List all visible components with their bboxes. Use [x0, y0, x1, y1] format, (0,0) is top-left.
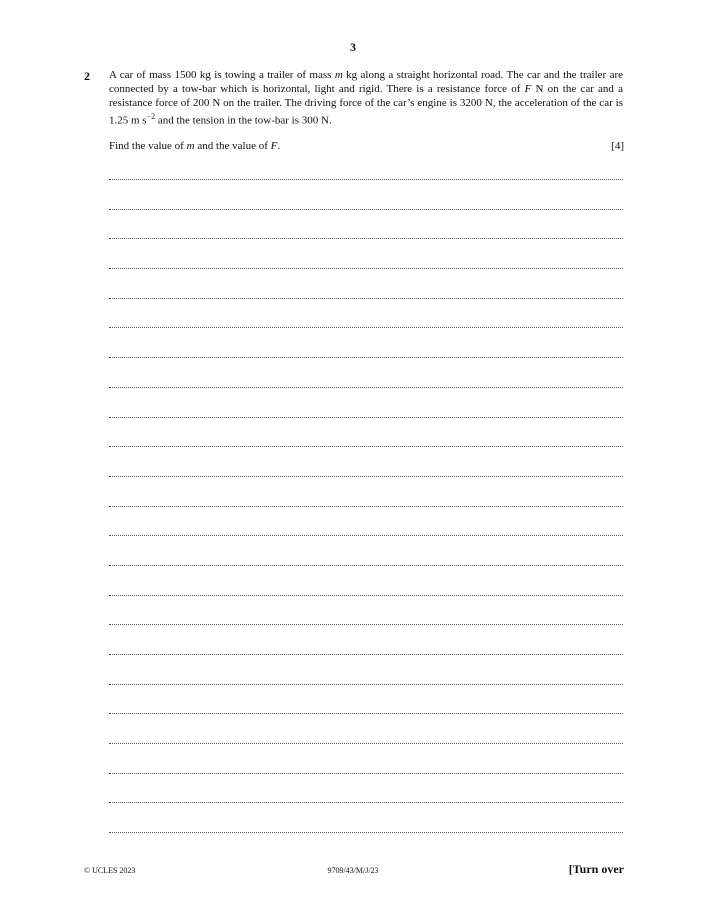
answer-line[interactable] [109, 832, 623, 833]
question-text-part: and the tension in the tow-bar is 300 N. [155, 114, 332, 127]
find-text-part: Find the value of [109, 140, 187, 152]
find-instruction [109, 140, 280, 152]
footer-copyright: © UCLES 2023 [84, 866, 136, 875]
answer-line[interactable] [109, 387, 623, 388]
answer-line[interactable] [109, 476, 623, 477]
answer-line[interactable] [109, 624, 623, 625]
question-number: 2 [84, 69, 90, 83]
question-text [109, 68, 623, 128]
answer-line[interactable] [109, 684, 623, 685]
footer-paper-code: 9709/43/M/J/23 [327, 866, 379, 875]
answer-line[interactable] [109, 595, 623, 596]
answer-line[interactable] [109, 713, 623, 714]
answer-line[interactable] [109, 535, 623, 536]
answer-line[interactable] [109, 802, 623, 803]
variable-m: m [186, 140, 195, 152]
answer-line[interactable] [109, 298, 623, 299]
answer-line[interactable] [109, 773, 623, 774]
answer-line[interactable] [109, 743, 623, 744]
answer-line[interactable] [109, 565, 623, 566]
answer-line[interactable] [109, 506, 623, 507]
find-text-part: . [277, 140, 281, 152]
answer-line[interactable] [109, 327, 623, 328]
answer-line[interactable] [109, 446, 623, 447]
answer-line[interactable] [109, 209, 623, 210]
answer-line[interactable] [109, 654, 623, 655]
answer-area[interactable] [109, 179, 623, 862]
answer-line[interactable] [109, 268, 623, 269]
question-text-part: kg along a straight horizontal road. The car and the trailer are connected by a tow-bar which is horizontal, light and rigid. There is a resistance force of [109, 69, 623, 95]
answer-line[interactable] [109, 417, 623, 418]
answer-line[interactable] [109, 179, 623, 180]
marks-allocation: [4] [611, 140, 624, 152]
variable-F: F [524, 83, 532, 95]
variable-m: m [334, 69, 343, 81]
question-text-part: N on the car and a resistance force of 200 N on the trailer. The driving force of the car’s engine is 3200 N, the acceleration of the car is 1.25 m s [109, 83, 623, 127]
page-number: 3 [350, 40, 356, 54]
question-text-part: A car of mass 1500 kg is towing a trailer of mass [109, 69, 335, 81]
footer-turn-over: [Turn over [568, 862, 624, 876]
find-text-part: and the value of [194, 140, 271, 152]
answer-line[interactable] [109, 238, 623, 239]
variable-F: F [270, 140, 278, 152]
answer-line[interactable] [109, 357, 623, 358]
exponent: −2 [146, 112, 156, 121]
